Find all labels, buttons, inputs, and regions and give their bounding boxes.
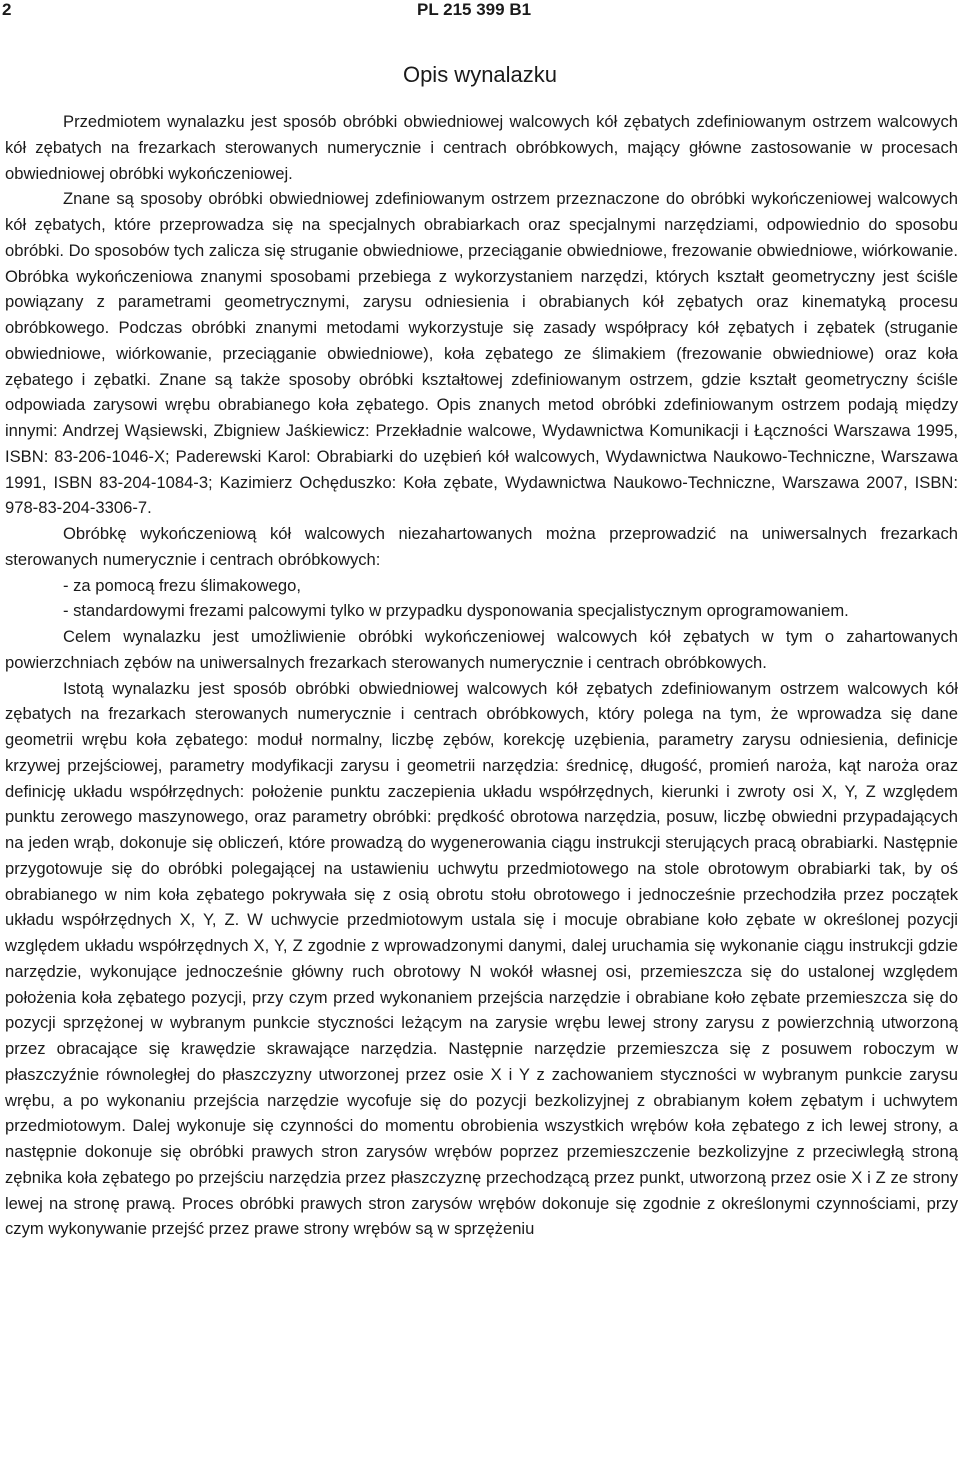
paragraph-purpose: Celem wynalazku jest umożliwienie obróbki wykończeniowej walcowych kół zębatych w tym o zahartowanych powierzchniach zębów na uniwersalnych frezarkach sterowanych numerycznie i centrach obróbkowych. bbox=[5, 627, 958, 672]
paragraph-subject: Przedmiotem wynalazku jest sposób obróbki obwiedniowej walcowych kół zębatych zdefiniowanym ostrzem walcowych kół zębatych na frezarkach sterowanych numerycznie i centrach obróbkowych, mający główne zastosowanie w procesach obwiedniowej obróbki wykończeniowej. bbox=[5, 112, 958, 183]
paragraph-cnc-finishing: Obróbkę wykończeniową kół walcowych niezahartowanych można przeprowadzić na uniwersalnych frezarkach sterowanych numerycznie i centrach obróbkowych: bbox=[5, 524, 958, 569]
list-item-end-mill: - standardowymi frezami palcowymi tylko w przypadku dysponowania specjalistycznym oprogramowaniem. bbox=[63, 601, 849, 621]
paragraph-prior-art: Znane są sposoby obróbki obwiedniowej zdefiniowanym ostrzem przeznaczone do obróbki wykończeniowej walcowych kół zębatych, które przeprowadza się na specjalnych obrabiarkach oraz specjalnymi narzędziami, odpowiednio do sposobu obróbki. Do sposobów tych zalicza się struganie obwiedniowe, przeciąganie obwiedniowe, frezowanie obwiedniowe, wiórkowanie. Obróbka wykończeniowa znanymi sposobami przebiega z wykorzystaniem narzędzi, których kształt geometryczny jest ściśle powiązany z parametrami geometrycznymi, zarysu odniesienia i obrabianych kół zębatych oraz kinematyką procesu obróbkowego. Podczas obróbki znanymi metodami wykorzystuje się zasady współpracy kół zębatych i zębatek (struganie obwiedniowe, wiórkowanie, przeciąganie obwiedniowe), koła zębatego ze ślimakiem (frezowanie obwiedniowe) oraz koła zębatego i zębatki. Znane są także sposoby obróbki kształtowej zdefiniowanym ostrzem, gdzie kształt geometryczny ściśle odpowiada zarysowi wrębu obrabianego koła zębatego. Opis znanych metod obróbki zdefiniowanym ostrzem podają między innymi: Andrzej Wąsiewski, Zbigniew Jaśkiewicz: Przekładnie walcowe, Wydawnictwa Komunikacji i Łączności Warszawa 1995, ISBN: 83-206-1046-X; Paderewski Karol: Obrabiarki do uzębień kół walcowych, Wydawnictwa Naukowo-Techniczne, Warszawa 1991, ISBN 83-204-1084-3; Kazimierz Ochęduszko: Koła zębate, Wydawnictwa Naukowo-Techniczne, Warszawa 2007, ISBN: 978-83-204-3306-7. bbox=[5, 189, 958, 518]
document-id: PL 215 399 B1 bbox=[417, 0, 532, 19]
description-body bbox=[5, 109, 958, 1242]
paragraph-essence: Istotą wynalazku jest sposób obróbki obwiedniowej walcowych kół zębatych zdefiniowanym ostrzem walcowych kół zębatych na frezarkach sterowanych numerycznie i centrach obróbkowych, który polega na tym, że wprowadza się dane geometrii wrębu koła zębatego: moduł normalny, liczbę zębów, korekcję uzębienia, parametry zarysu odniesienia, definicje krzywej przejściowej, parametry modyfikacji zarysu i geometrii narzędzia: średnicę, długość, promień naroża, kąt naroża oraz definicję układu współrzędnych: położenie punktu zaczepienia układu współrzędnych, kierunki i zwroty osi X, Y, Z względem punktu zerowego maszynowego, oraz parametry obróbki: prędkość obrotowa narzędzia, posuw, liczbę obwiedni przypadających na jeden wrąb, dokonuje się obliczeń, które prowadzą do wygenerowania ciągu instrukcji sterujących pracą obrabiarki. Następnie przygotowuje się do obróbki polegającej na ustawieniu uchwytu przedmiotowego na stole obrotowym obrabiarki tak, by oś obrabianego w nim koła zębatego pokrywała się z osią obrotu stołu obrotowego i jednocześnie przechodziła przez początek układu współrzędnych X, Y, Z. W uchwycie przedmiotowym ustala się i mocuje obrabiane koło zębate w określonej pozycji względem układu współrzędnych X, Y, Z zgodnie z wprowadzonymi danymi, dalej uruchamia się wykonanie ciągu instrukcji gdzie narzędzie, wykonujące jednocześnie główny ruch obrotowy N wokół własnej osi, przemieszcza się do ustalonej względem położenia koła zębatego pozycji, przy czym przed wykonaniem przejścia narzędzie i obrabiane koło zębate przemieszcza się do pozycji sprzężonej w wybranym punkcie styczności leżącym na zarysie wrębu lewej strony zarysu z powierzchnią utworzoną przez obracające się krawędzie skrawające narzędzia. Następnie narzędzie przemieszcza się z posuwem roboczym w płaszczyźnie równoległej do płaszczyzny utworzonej przez osie X i Y z zachowaniem styczności w wybranym punkcie zarysu wrębu, a po wykonaniu przejścia narzędzie wycofuje się do pozycji bezkolizyjnej z obrabianym kołem zębatym i uchwytem przedmiotowym. Dalej wykonuje się czynności do momentu obrobienia wszystkich wrębów koła zębatego z ich lewej strony, a następnie dokonuje się obróbki prawych stron zarysów wrębów poprzez przemieszczenie bezkolizyjne z przeciwległą stroną zębnika koła zębatego po przejściu narzędzia przez płaszczyznę przechodzącą przez punkt, utworzoną przez osie X i Z ze strony lewej na stronę prawą. Proces obróbki prawych stron zarysów wrębów dokonuje się zgodnie z określonymi czynnościami, przy czym wykonywanie przejść przez prawe strony wrębów są w sprzężeniu bbox=[5, 678, 958, 1239]
section-title: Opis wynalazku bbox=[402, 62, 558, 87]
page-number: 2 bbox=[2, 0, 12, 19]
page-header bbox=[0, 0, 960, 24]
list-item-hob: - za pomocą frezu ślimakowego, bbox=[63, 575, 301, 595]
